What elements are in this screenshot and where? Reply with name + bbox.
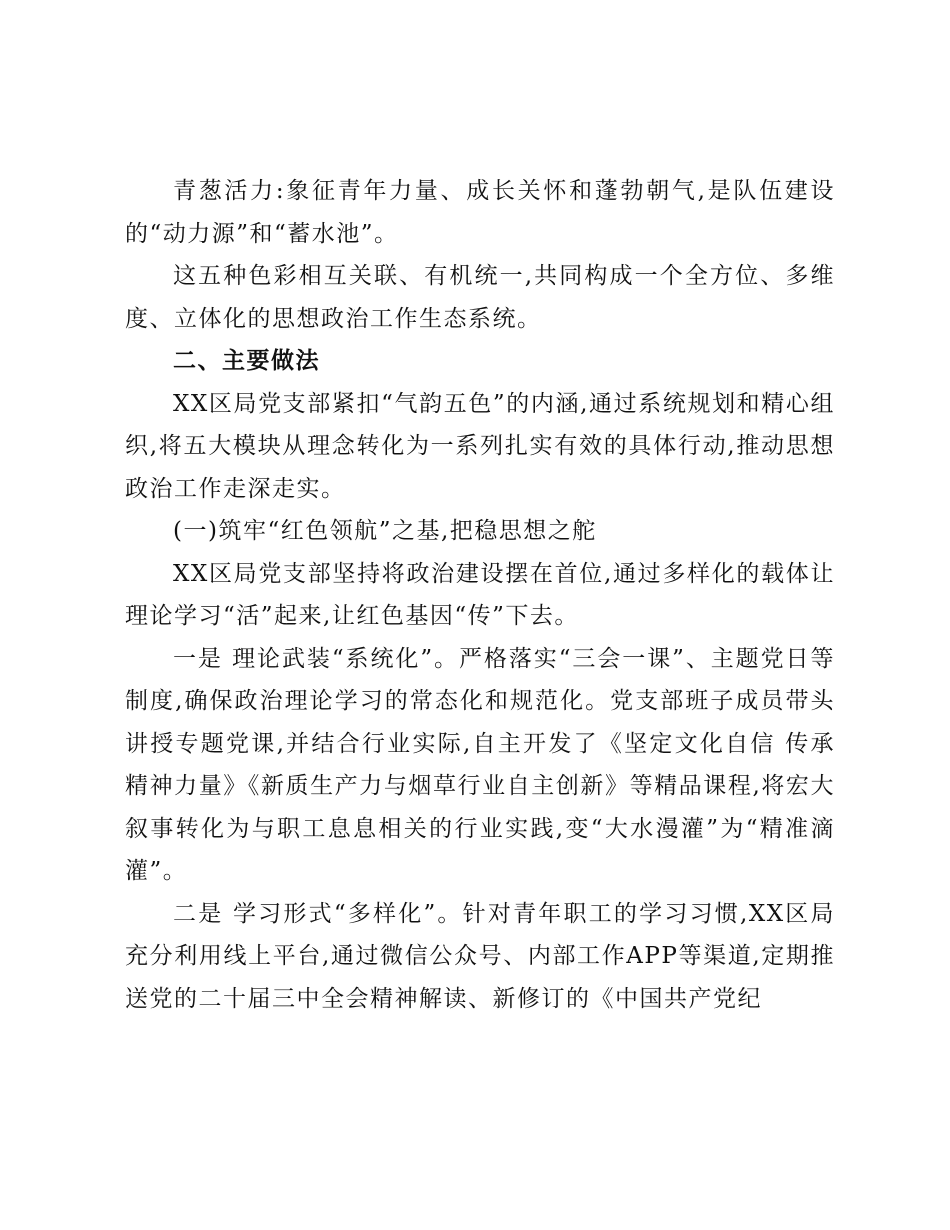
section-heading-main-practices: 二、主要做法 [173,347,320,374]
paragraph-qingcong: 青葱活力:象征青年力量、成长关怀和蓬勃朝气,是队伍建设的“动力源”和“蓄水池”。 [125,178,835,247]
subsection-heading-red-navigation: (一)筑牢“红色领航”之基,把稳思想之舵 [173,518,597,544]
paragraph-point-two: 二是 学习形式“多样化”。针对青年职工的学习习惯,XX区局充分利用线上平台,通过微信公众号、内部工作APP等渠道,定期推送党的二十届三中全会精神解读、新修订的《中国共产党纪 [125,900,835,1012]
paragraph-five-colors: 这五种色彩相互关联、有机统一,共同构成一个全方位、多维度、立体化的思想政治工作生态系统。 [125,263,835,332]
document-page [125,170,835,1020]
paragraph-point-one: 一是 理论武装“系统化”。严格落实“三会一课”、主题党日等制度,确保政治理论学习的常态化和规范化。党支部班子成员带头讲授专题党课,并结合行业实际,自主开发了《坚定文化自信 传承精神力量》《新质生产力与烟草行业自主创新》等精品课程,将宏大叙事转化为与职工息息相关的行业实践,变“大水漫灌”为“精准滴灌”。 [125,645,835,884]
paragraph-intro-practices: XX区局党支部紧扣“气韵五色”的内涵,通过系统规划和精心组织,将五大模块从理念转化为一系列扎实有效的具体行动,推动思想政治工作走深走实。 [125,390,835,502]
paragraph-political-construction: XX区局党支部坚持将政治建设摆在首位,通过多样化的载体让理论学习“活”起来,让红色基因“传”下去。 [125,560,835,629]
